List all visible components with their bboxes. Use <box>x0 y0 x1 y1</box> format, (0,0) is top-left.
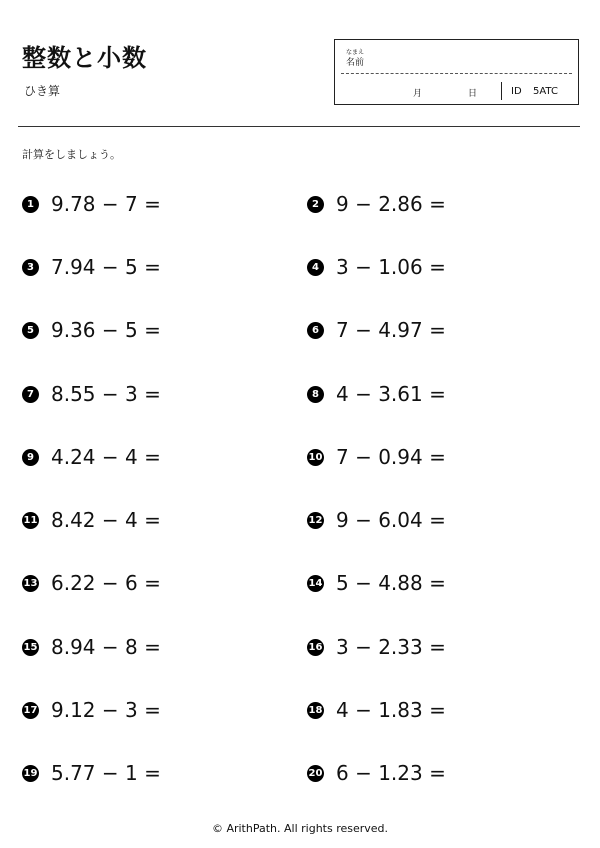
month-label: 月 <box>413 89 423 99</box>
problem-number-badge: 14 <box>307 575 324 592</box>
name-label: 名前 <box>346 58 365 68</box>
problem-number-badge: 10 <box>307 449 324 466</box>
problem-14 <box>307 568 446 598</box>
copyright-footer: © ArithPath. All rights reserved. <box>211 822 389 835</box>
page-subtitle: ひき算 <box>24 84 61 98</box>
problem-expression: 4 − 1.83 = <box>336 698 446 722</box>
problem-number-badge: 17 <box>22 702 39 719</box>
problem-expression: 6 − 1.23 = <box>336 761 446 785</box>
instruction-text: 計算をしましょう。 <box>22 148 121 161</box>
problem-number-badge: 8 <box>307 386 324 403</box>
problem-expression: 4 − 3.61 = <box>336 382 446 406</box>
problem-5 <box>22 315 161 345</box>
problem-8 <box>307 379 446 409</box>
problem-expression: 3 − 2.33 = <box>336 635 446 659</box>
id-label: ID <box>511 86 522 97</box>
problem-expression: 9 − 2.86 = <box>336 192 446 216</box>
header-divider <box>18 126 580 127</box>
problem-number-badge: 19 <box>22 765 39 782</box>
page-title: 整数と小数 <box>22 44 147 72</box>
day-label: 日 <box>468 89 478 99</box>
problem-11 <box>22 505 161 535</box>
problem-7 <box>22 379 161 409</box>
problem-20 <box>307 758 446 788</box>
id-separator <box>501 82 502 100</box>
problem-expression: 9.36 − 5 = <box>51 318 161 342</box>
problem-expression: 8.42 − 4 = <box>51 508 161 532</box>
problem-expression: 5.77 − 1 = <box>51 761 161 785</box>
problem-19 <box>22 758 161 788</box>
problem-expression: 8.55 − 3 = <box>51 382 161 406</box>
problem-expression: 9.12 − 3 = <box>51 698 161 722</box>
problem-17 <box>22 695 161 725</box>
problem-number-badge: 7 <box>22 386 39 403</box>
problem-expression: 7 − 0.94 = <box>336 445 446 469</box>
problem-number-badge: 15 <box>22 639 39 656</box>
problem-10 <box>307 442 446 472</box>
problem-number-badge: 12 <box>307 512 324 529</box>
problem-6 <box>307 315 446 345</box>
problem-4 <box>307 252 446 282</box>
problem-number-badge: 3 <box>22 259 39 276</box>
problem-number-badge: 6 <box>307 322 324 339</box>
problem-number-badge: 18 <box>307 702 324 719</box>
problem-number-badge: 2 <box>307 196 324 213</box>
problem-expression: 8.94 − 8 = <box>51 635 161 659</box>
problem-16 <box>307 632 446 662</box>
name-box <box>334 39 579 105</box>
problem-15 <box>22 632 161 662</box>
name-furigana: なまえ <box>346 49 365 56</box>
problem-expression: 3 − 1.06 = <box>336 255 446 279</box>
problem-number-badge: 9 <box>22 449 39 466</box>
problem-number-badge: 20 <box>307 765 324 782</box>
problem-expression: 7.94 − 5 = <box>51 255 161 279</box>
name-dotted-line <box>341 73 572 74</box>
problem-expression: 4.24 − 4 = <box>51 445 161 469</box>
problem-number-badge: 5 <box>22 322 39 339</box>
problem-3 <box>22 252 161 282</box>
problem-12 <box>307 505 446 535</box>
problem-number-badge: 1 <box>22 196 39 213</box>
problem-number-badge: 13 <box>22 575 39 592</box>
problem-number-badge: 4 <box>307 259 324 276</box>
problem-number-badge: 16 <box>307 639 324 656</box>
problem-expression: 7 − 4.97 = <box>336 318 446 342</box>
problem-18 <box>307 695 446 725</box>
problem-2 <box>307 189 446 219</box>
problem-expression: 6.22 − 6 = <box>51 571 161 595</box>
problem-expression: 9.78 − 7 = <box>51 192 161 216</box>
problem-expression: 9 − 6.04 = <box>336 508 446 532</box>
problem-9 <box>22 442 161 472</box>
problem-expression: 5 − 4.88 = <box>336 571 446 595</box>
problem-1 <box>22 189 161 219</box>
problem-13 <box>22 568 161 598</box>
problem-number-badge: 11 <box>22 512 39 529</box>
id-value: 5ATC <box>533 86 558 97</box>
